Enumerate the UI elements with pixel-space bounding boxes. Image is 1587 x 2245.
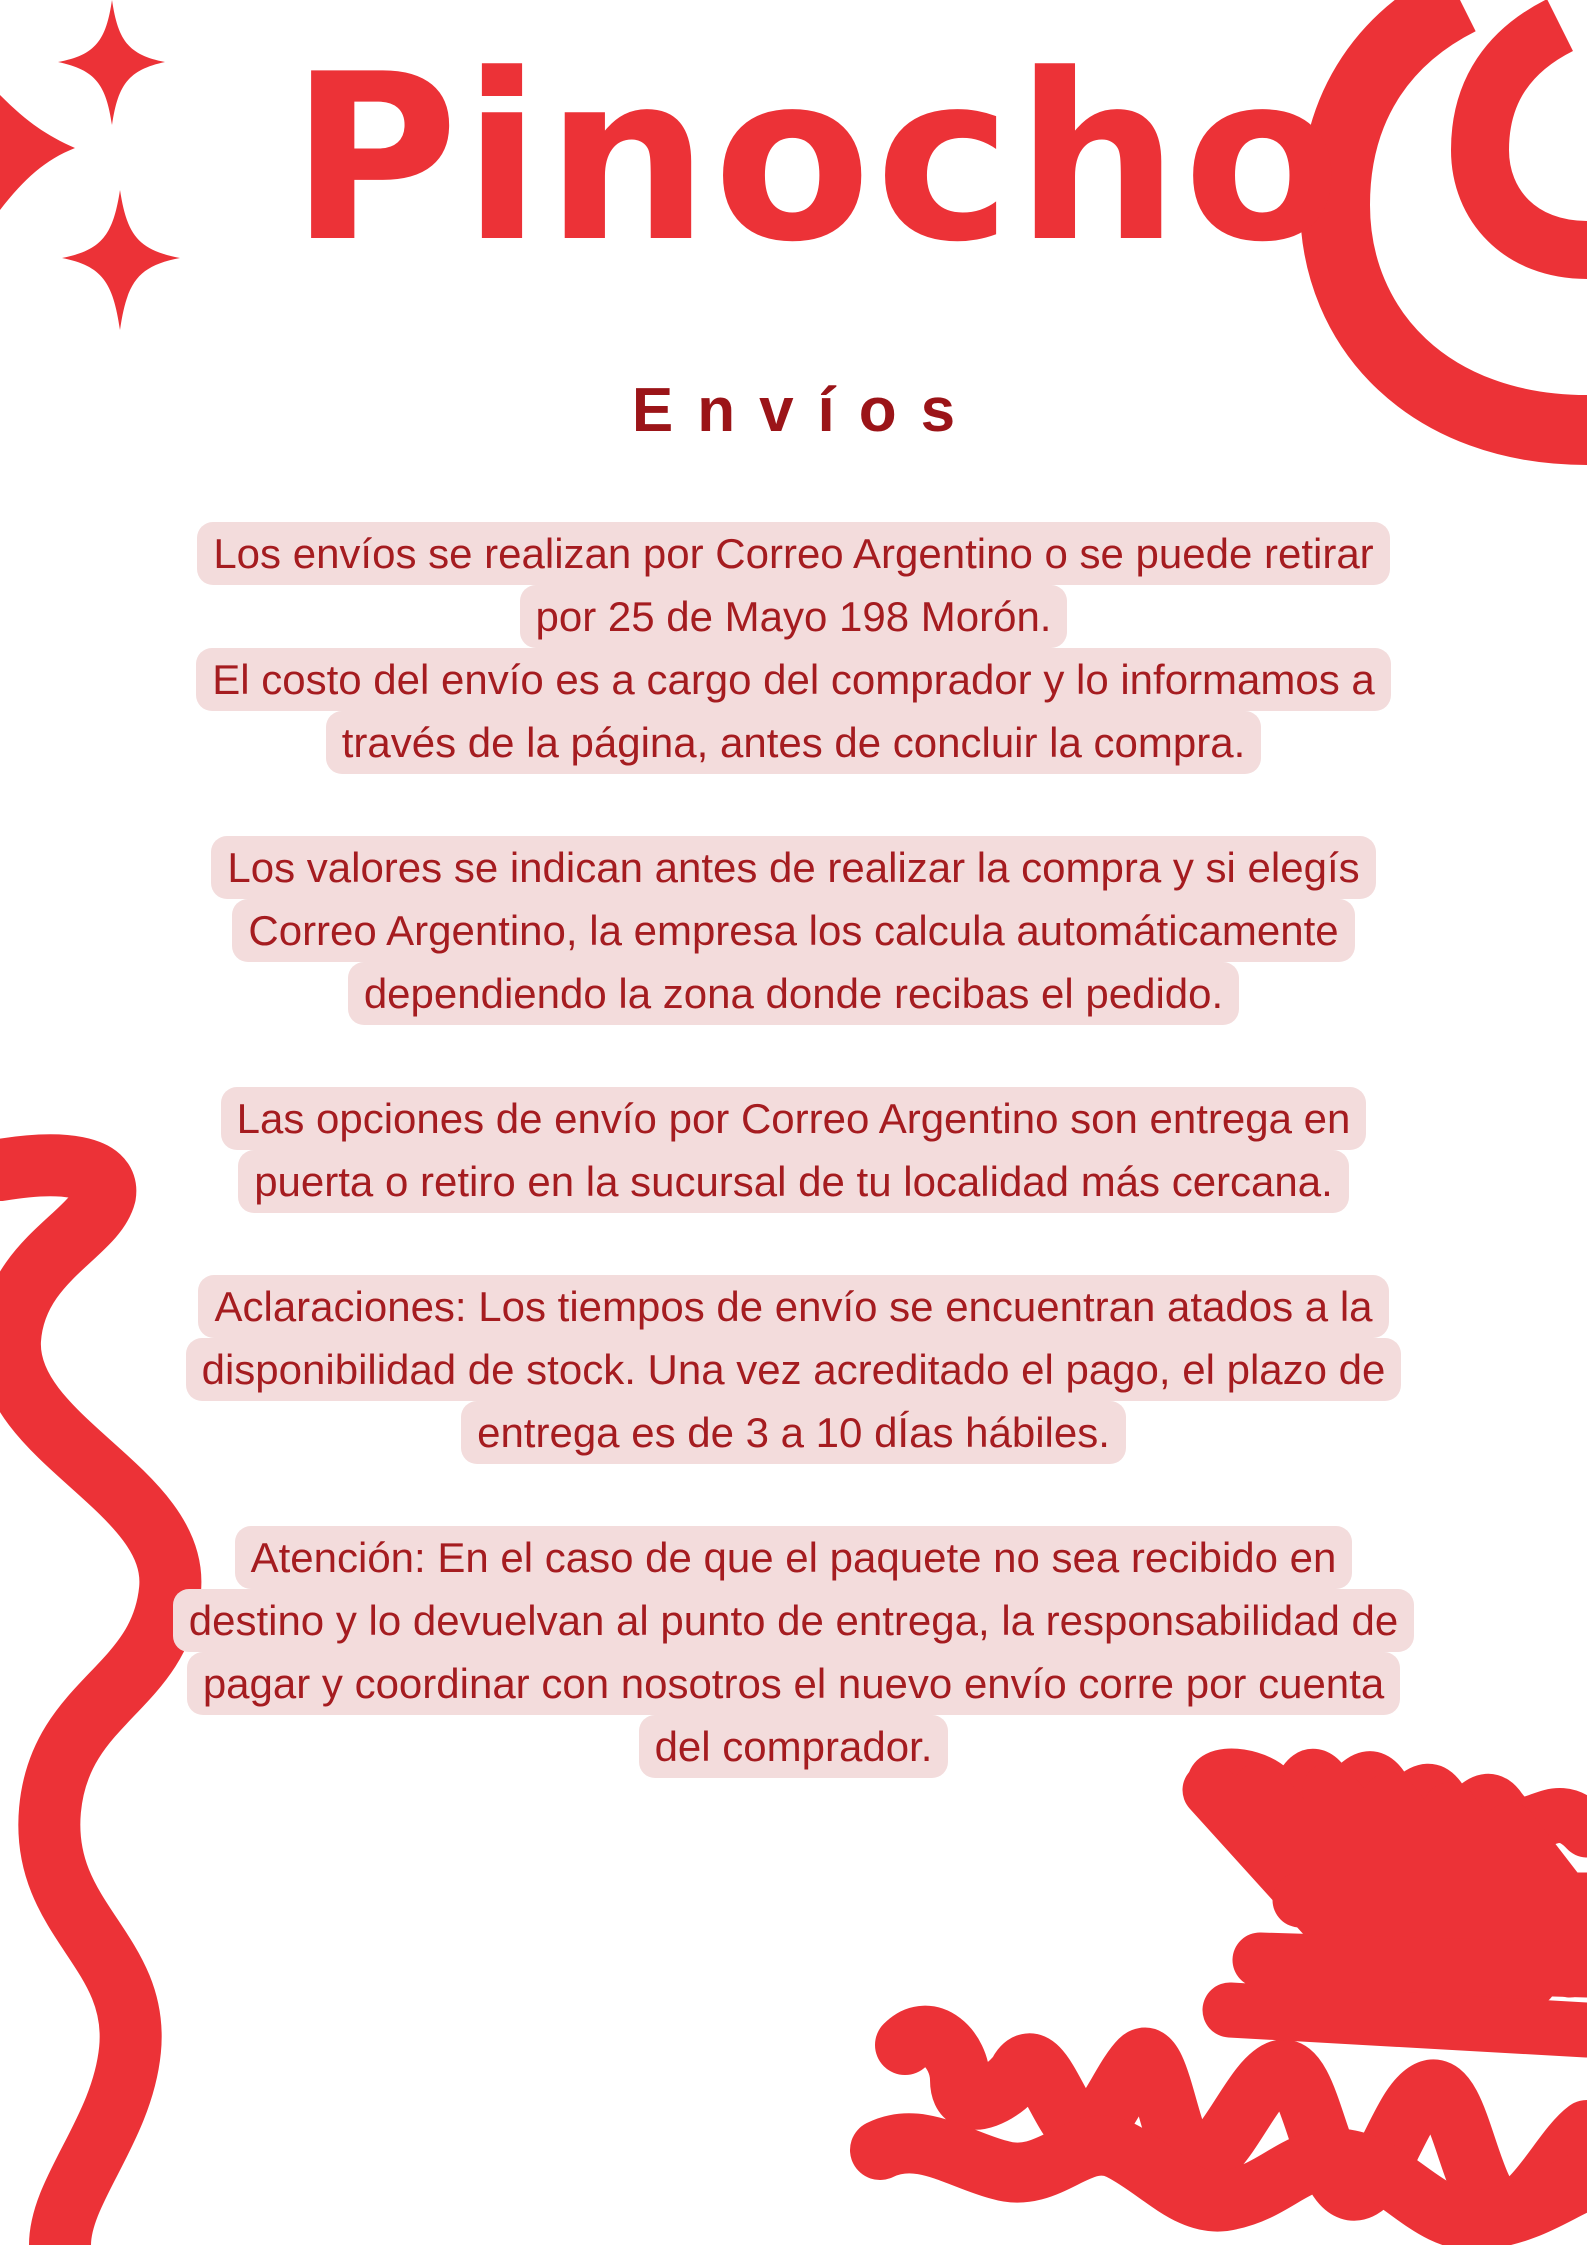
paragraph-line: Aclaraciones: Los tiempos de envío se encuentran atados a la [198,1275,1388,1338]
paragraph-gap [95,1213,1492,1275]
paragraph-line-row [95,899,1492,962]
paragraph-gap [95,1025,1492,1087]
paragraph-line: El costo del envío es a cargo del comprador y lo informamos a [196,648,1391,711]
paragraph-line-row [95,522,1492,585]
paragraph-line-row [95,1401,1492,1464]
paragraph-line-row [95,836,1492,899]
corner-shape [0,95,75,210]
shipping-info [95,522,1492,1778]
paragraph [95,522,1492,774]
paragraph-line-row [95,1338,1492,1401]
paragraph [95,836,1492,1025]
paragraph-line: Las opciones de envío por Correo Argentino son entrega en [221,1087,1367,1150]
paragraph-line-row [95,1087,1492,1150]
paragraph-line-row [95,648,1492,711]
paragraph-line: por 25 de Mayo 198 Morón. [520,585,1068,648]
paragraph-line-row [95,1275,1492,1338]
paragraph-line-row [95,962,1492,1025]
paragraph-line: pagar y coordinar con nosotros el nuevo envío corre por cuenta [187,1652,1400,1715]
paragraph-line: entrega es de 3 a 10 dÍas hábiles. [461,1401,1126,1464]
sparkle-icon [62,190,180,330]
paragraph-line-row [95,1589,1492,1652]
paragraph-line-row [95,1526,1492,1589]
paragraph [95,1526,1492,1778]
scribble-shape [1230,1900,1587,2030]
page-title: Envíos [631,376,980,445]
paragraph [95,1087,1492,1213]
paragraph-gap [95,774,1492,836]
sparkle-icon [58,0,165,125]
arc-shape [1480,25,1587,250]
brand-logo-text: Pinocho [290,26,1346,293]
paragraph-line-row [95,1150,1492,1213]
paragraph-line: dependiendo la zona donde recibas el pedido. [348,962,1239,1025]
paragraph-line: destino y lo devuelvan al punto de entrega, la responsabilidad de [173,1589,1415,1652]
paragraph-line-row [95,585,1492,648]
paragraph-line: disponibilidad de stock. Una vez acreditado el pago, el plazo de [186,1338,1402,1401]
paragraph-line: Los envíos se realizan por Correo Argentino o se puede retirar [197,522,1389,585]
paragraph-line-row [95,1715,1492,1778]
paragraph [95,1275,1492,1464]
paragraph-gap [95,1464,1492,1526]
paragraph-line: través de la página, antes de concluir la compra. [326,711,1262,774]
brand-logo [290,26,1346,293]
paragraph-line: del comprador. [639,1715,949,1778]
paragraph-line-row [95,711,1492,774]
paragraph-line: Correo Argentino, la empresa los calcula automáticamente [232,899,1354,962]
paragraph-line: Atención: En el caso de que el paquete no sea recibido en [235,1526,1353,1589]
paragraph-line-row [95,1652,1492,1715]
paragraph-line: Los valores se indican antes de realizar la compra y si elegís [211,836,1375,899]
paragraph-line: puerta o retiro en la sucursal de tu localidad más cercana. [238,1150,1349,1213]
